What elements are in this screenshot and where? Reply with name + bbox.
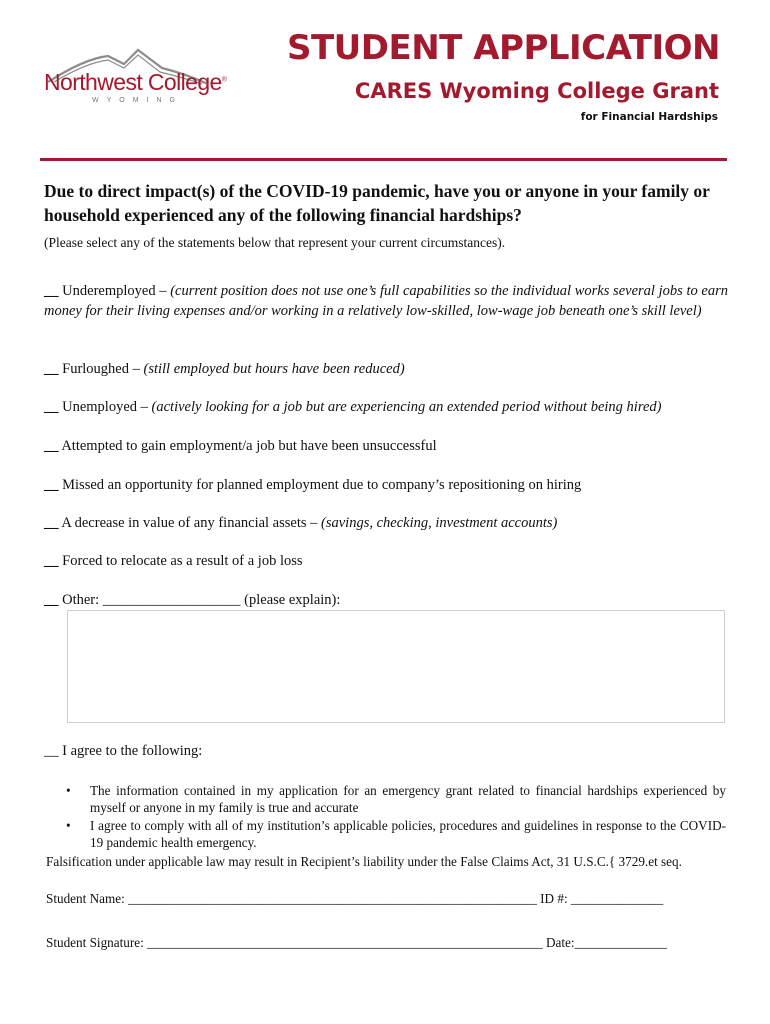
agreement-bullet: • I agree to comply with all of my institution’s applicable policies, procedures and guidelines in response to the COVID-19 pandemic health emergency. <box>66 818 726 850</box>
college-logo-state: WYOMING <box>92 97 183 104</box>
bullet-icon: • <box>66 783 71 798</box>
page-title: STUDENT APPLICATION <box>286 28 720 68</box>
checkbox-blank[interactable]: __ <box>44 283 59 299</box>
hardship-item-other[interactable]: __ Other: ___________________ (please explain): <box>44 592 341 608</box>
hardship-item-unemployed[interactable]: __ Unemployed – (actively looking for a job but are experiencing an extended period without being hired) <box>44 399 662 415</box>
hardship-item-attempted-employment[interactable]: __ Attempted to gain employment/a job but have been unsuccessful <box>44 438 437 454</box>
hardship-item-furloughed[interactable]: __ Furloughed – (still employed but hours have been reduced) <box>44 361 405 377</box>
instruction-text: (Please select any of the statements below that represent your current circumstances). <box>44 235 506 250</box>
student-name-id-field[interactable]: Student Name: ______________________________________________________________ ID #: ______________ <box>46 891 664 906</box>
hardship-item-relocate[interactable]: __ Forced to relocate as a result of a job loss <box>44 553 303 569</box>
checkbox-blank[interactable]: __ <box>44 515 59 531</box>
checkbox-blank[interactable]: __ <box>44 553 59 569</box>
page-tagline: for Financial Hardships <box>580 111 718 123</box>
student-signature-date-field[interactable]: Student Signature: ____________________________________________________________ Date:______________ <box>46 935 667 950</box>
checkbox-blank[interactable]: __ <box>44 399 59 415</box>
bullet-icon: • <box>66 818 71 833</box>
hardship-item-missed-opportunity[interactable]: __ Missed an opportunity for planned employment due to company’s repositioning on hiring <box>44 477 582 493</box>
checkbox-blank[interactable]: __ <box>44 438 59 454</box>
other-explanation-textbox[interactable] <box>67 610 725 723</box>
hardship-item-underemployed[interactable]: __ Underemployed – (current position does not use one’s full capabilities so the individual works several jobs to earn money for their living expenses and/or working in a relatively low-skilled, low-wage job beneath one’s skill level) <box>44 283 728 319</box>
page-subtitle: CARES Wyoming College Grant <box>354 79 719 103</box>
checkbox-blank[interactable]: __ <box>44 361 59 377</box>
falsification-notice: Falsification under applicable law may result in Recipient’s liability under the False Claims Act, 31 U.S.C.{ 3729.et seq. <box>46 854 682 869</box>
hardship-question: Due to direct impact(s) of the COVID-19 pandemic, have you or anyone in your family or household experienced any of the following financial hardships? <box>44 181 710 225</box>
checkbox-blank[interactable]: __ <box>44 592 59 608</box>
checkbox-blank[interactable]: __ <box>44 477 59 493</box>
agreement-bullets <box>66 782 726 852</box>
header-divider <box>40 158 727 161</box>
agreement-label[interactable]: __ I agree to the following: <box>44 743 203 759</box>
hardship-item-asset-decrease[interactable]: __ A decrease in value of any financial assets – (savings, checking, investment accounts) <box>44 515 558 531</box>
college-logo-text: Northwest College® <box>44 69 227 95</box>
agreement-bullet: • The information contained in my application for an emergency grant related to financial hardships experienced by myself or anyone in my family is true and accurate <box>66 783 726 815</box>
